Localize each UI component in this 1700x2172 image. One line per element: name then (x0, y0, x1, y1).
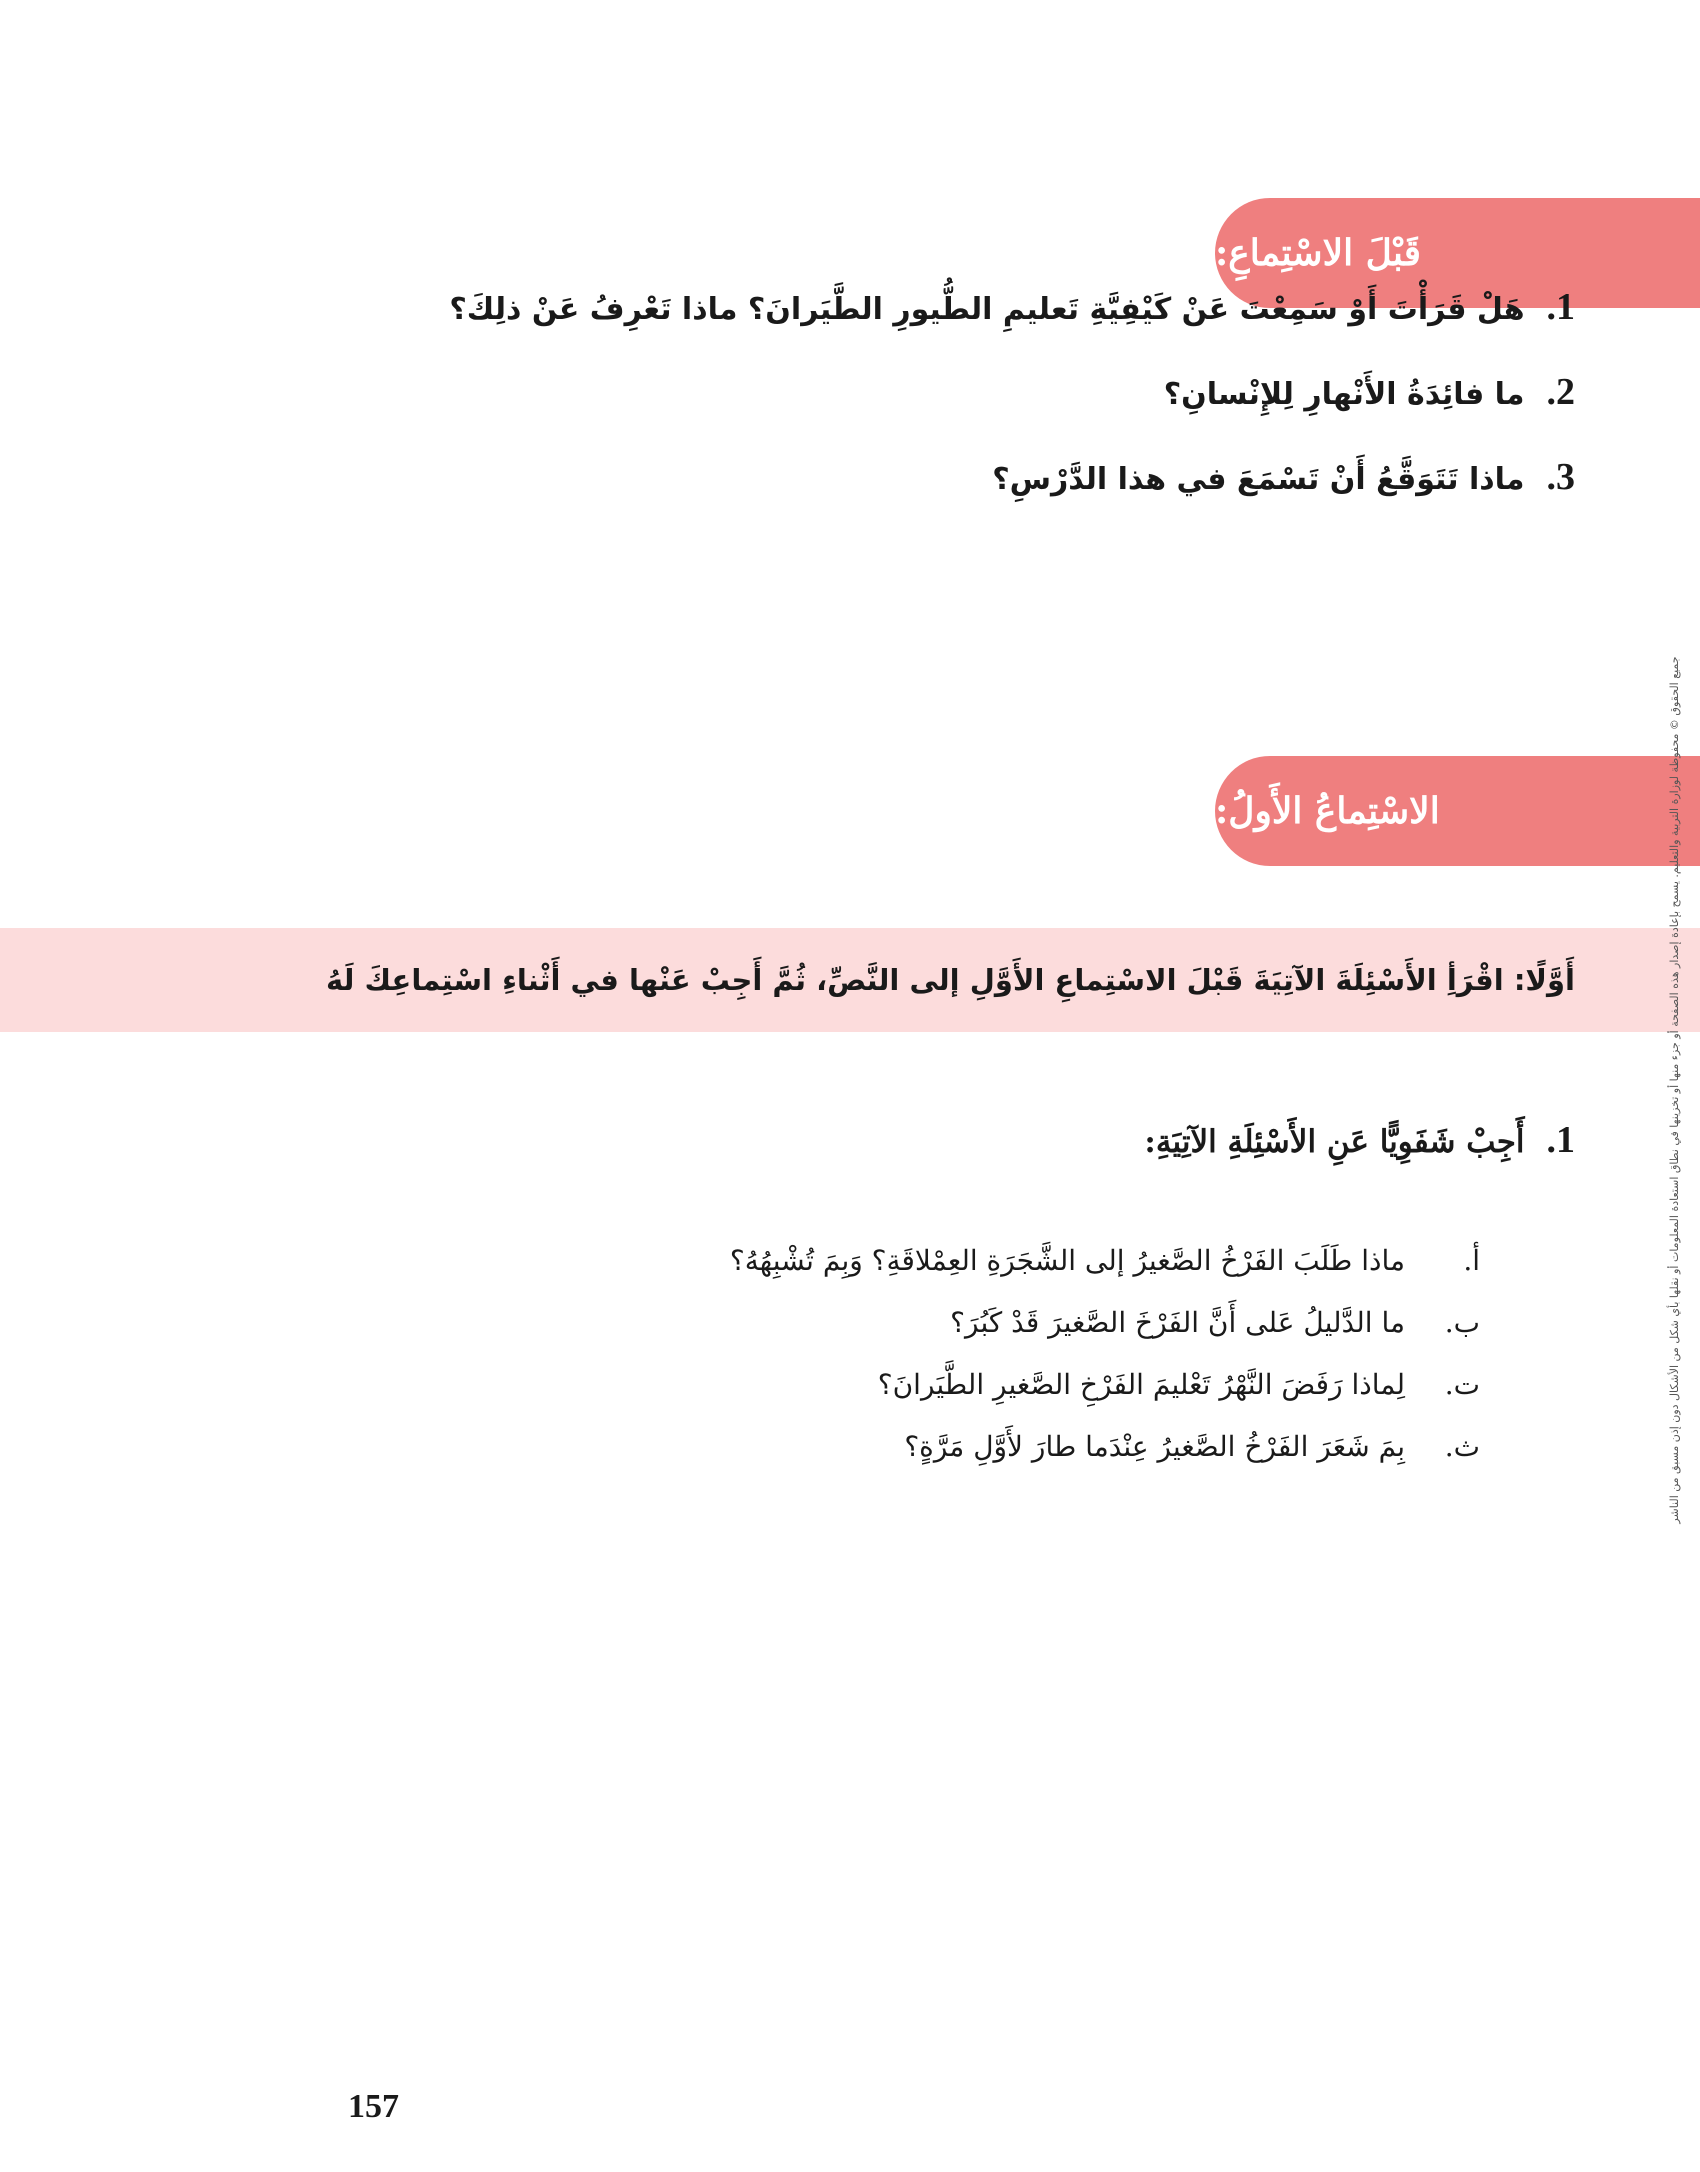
section-header-first-listening (1215, 756, 1700, 866)
section-title: الاسْتِماعُ الأَولُ: (1215, 790, 1440, 832)
item-number: 2. (1546, 371, 1575, 413)
item-number: 1. (1546, 1119, 1575, 1161)
item-text: بِمَ شَعَرَ الفَرْخُ الصَّغيرُ عِنْدَما طارَ لأَوَّلِ مَرَّةٍ؟ (904, 1430, 1405, 1463)
copyright-side-note: جميع الحقوق © محفوظة لوزارة التربية والتعليم. يسمح بإعادة إصدار هذه الصفحة أو جزء منها أو تخزينها في نطاق استعادة المعلومات أو نقلها بأي شكل من الأشكال دون إذن مسبق من الناشر (1668, 656, 1681, 1524)
instruction-text: أَوَّلًا: اقْرَأِ الأَسْئِلَةَ الآتِيَةَ قَبْلَ الاسْتِماعِ الأَوَّلِ إلى النَّصِّ، ثُمَّ أَجِبْ عَنْها في أَثْناءِ اسْتِماعِكَ لَهُ (325, 963, 1575, 997)
item-text: ماذا طَلَبَ الفَرْخُ الصَّغيرُ إلى الشَّجَرَةِ العِمْلاقَةِ؟ وَبِمَ تُشْبِهُهُ؟ (729, 1244, 1405, 1277)
item-letter: أ. (1463, 1244, 1480, 1277)
item-text: لِماذا رَفَضَ النَّهْرُ تَعْليمَ الفَرْخِ الصَّغيرِ الطَّيَرانَ؟ (877, 1368, 1405, 1401)
instruction-band (0, 928, 1700, 1032)
list-item (730, 1230, 1480, 1292)
list-item (449, 350, 1575, 435)
page-number: 157 (348, 2088, 399, 2125)
item-number: 3. (1546, 456, 1575, 498)
item-letter: ث. (1444, 1430, 1480, 1463)
list-item (730, 1354, 1480, 1416)
pre-listening-questions (449, 265, 1575, 520)
list-item (449, 265, 1575, 350)
item-letter: ت. (1444, 1368, 1480, 1401)
list-item (449, 435, 1575, 520)
list-item (730, 1416, 1480, 1478)
list-item (1144, 1110, 1575, 1170)
item-text: هَلْ قَرَأْتَ أَوْ سَمِعْتَ عَنْ كَيْفِيَّةِ تَعليمِ الطُّيورِ الطَّيَرانَ؟ ماذا تَعْرِفُ عَنْ ذلِكَ؟ (449, 292, 1525, 327)
item-text: أَجِبْ شَفَوِيًّا عَنِ الأَسْئِلَةِ الآتِيَةِ: (1144, 1124, 1525, 1160)
item-number: 1. (1546, 286, 1575, 328)
item-text: ما الدَّليلُ عَلى أَنَّ الفَرْخَ الصَّغيرَ قَدْ كَبُرَ؟ (950, 1306, 1405, 1339)
item-letter: ب. (1444, 1306, 1480, 1339)
section-title: قَبْلَ الاسْتِماعِ: (1215, 232, 1421, 274)
item-text: ما فائِدَةُ الأَنْهارِ لِلإِنْسانِ؟ (1163, 377, 1525, 412)
sub-questions (730, 1230, 1480, 1478)
list-item (730, 1292, 1480, 1354)
task-heading (1144, 1110, 1575, 1170)
item-text: ماذا تَتَوَقَّعُ أَنْ تَسْمَعَ في هذا الدَّرْسِ؟ (992, 462, 1525, 497)
